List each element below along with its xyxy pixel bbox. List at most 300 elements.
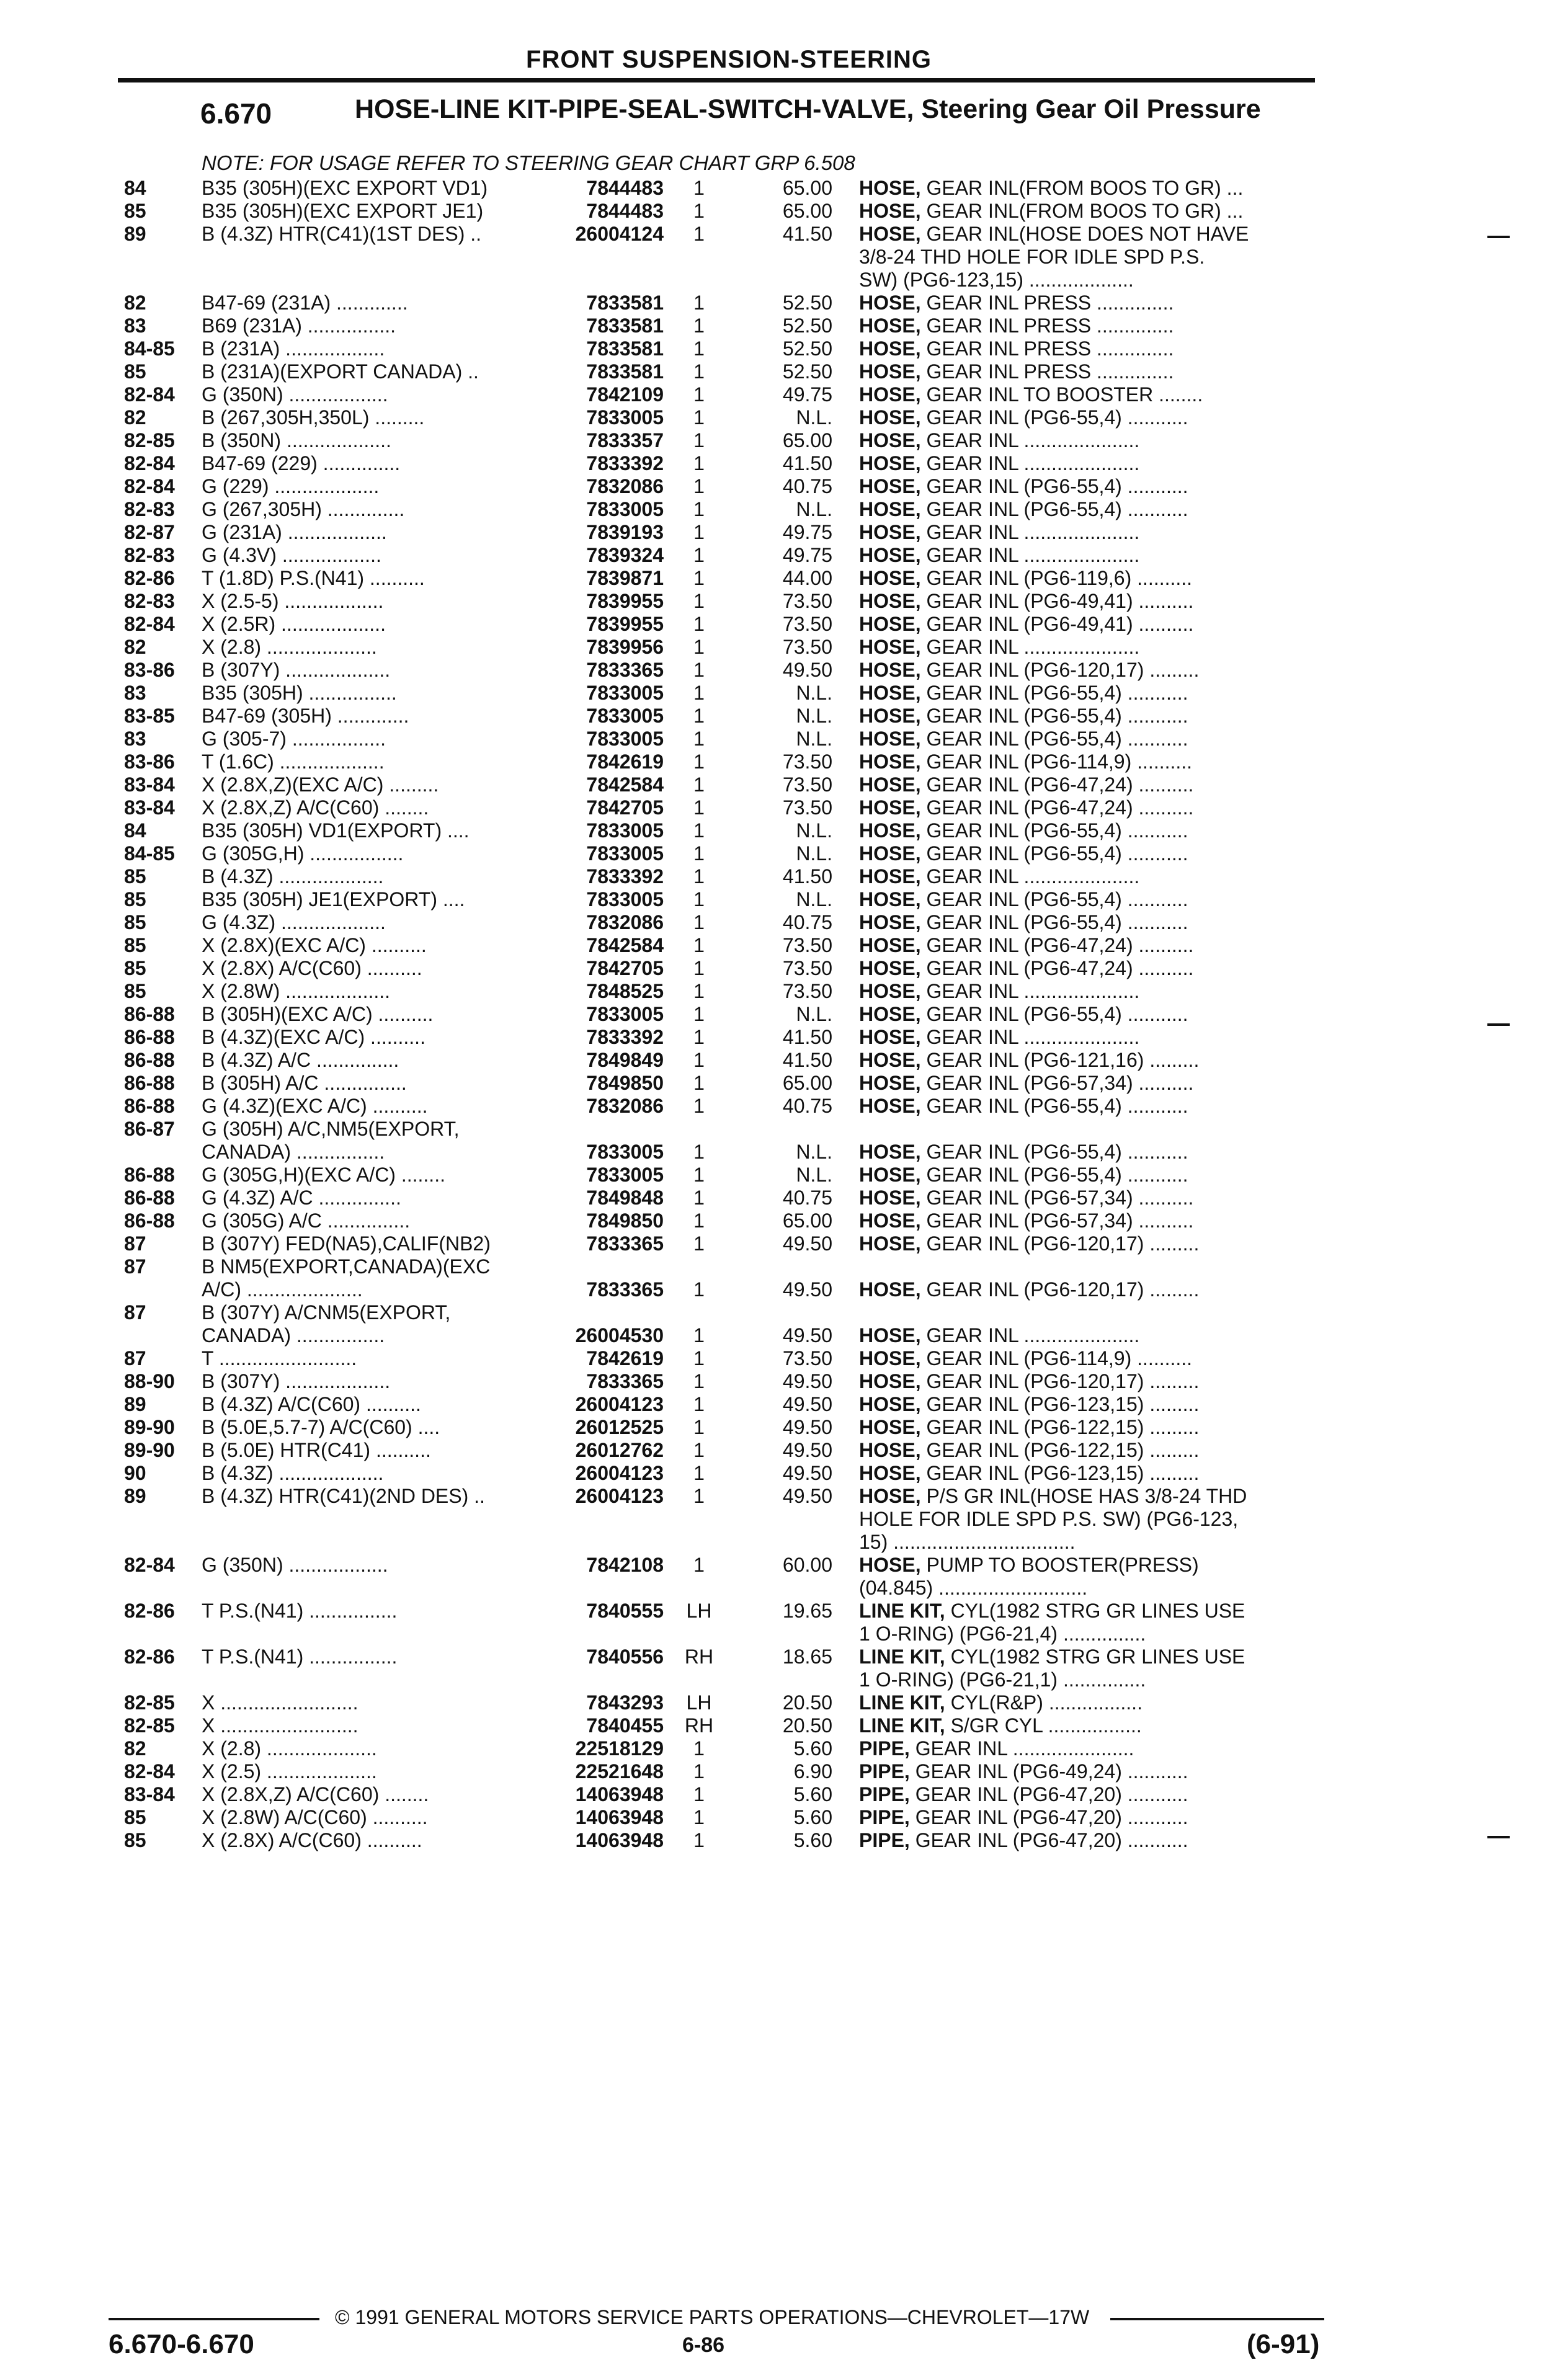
application-cell: B35 (305H)(EXC EXPORT VD1) [202, 177, 488, 199]
description-keyword: HOSE, [859, 773, 921, 796]
description-text: P/S GR INL(HOSE HAS 3/8-24 THD [920, 1485, 1247, 1507]
description-cell [859, 1393, 1315, 1416]
description-text: GEAR INL (PG6-49,24) ........... [909, 1760, 1188, 1783]
price-cell: 20.50 [782, 1691, 832, 1714]
year-cell: 82-83 [124, 544, 175, 566]
description-cell [859, 1187, 1315, 1209]
year-cell: 89-90 [124, 1439, 175, 1461]
quantity-cell: 1 [693, 1737, 705, 1760]
application-cell: B (4.3Z) HTR(C41)(1ST DES) .. [202, 223, 482, 245]
quantity-cell: 1 [693, 1416, 705, 1438]
year-cell: 82-84 [124, 475, 175, 497]
year-cell: 82-84 [124, 383, 175, 406]
year-cell: 82-84 [124, 1554, 175, 1576]
description-keyword: PIPE, [859, 1806, 910, 1828]
table-row [0, 246, 1568, 269]
application-cell: B47-69 (229) .............. [202, 452, 401, 474]
quantity-cell: 1 [693, 223, 705, 245]
description-cell [859, 957, 1315, 980]
description-keyword: HOSE, [859, 1485, 921, 1507]
part-number-cell: 7844483 [586, 200, 664, 222]
year-cell: 90 [124, 1462, 146, 1484]
description-cell [859, 659, 1315, 682]
description-text: GEAR INL (PG6-57,34) .......... [920, 1187, 1194, 1209]
table-row [0, 223, 1568, 246]
table-row [0, 1164, 1568, 1187]
table-row [0, 842, 1568, 865]
description-cell [859, 1347, 1315, 1370]
table-row [0, 682, 1568, 705]
price-cell: 52.50 [782, 337, 832, 360]
price-cell: 49.75 [782, 521, 832, 543]
part-number-cell: 7839956 [586, 636, 664, 658]
quantity-cell: RH [684, 1714, 714, 1737]
description-text: 1 O-RING) (PG6-21,1) ............... [859, 1668, 1146, 1691]
table-row [0, 406, 1568, 429]
description-cell [859, 888, 1315, 911]
part-number-cell: 7839871 [586, 567, 664, 589]
price-cell: 5.60 [793, 1737, 832, 1760]
quantity-cell: 1 [693, 613, 705, 635]
description-keyword: HOSE, [859, 1026, 921, 1048]
description-text: HOLE FOR IDLE SPD P.S. SW) (PG6-123, [859, 1508, 1239, 1530]
description-keyword: PIPE, [859, 1783, 910, 1806]
year-cell: 82-86 [124, 567, 175, 589]
description-keyword: HOSE, [859, 360, 921, 383]
part-number-cell: 7849849 [586, 1049, 664, 1071]
price-cell: 49.50 [782, 1462, 832, 1484]
description-cell [859, 842, 1315, 865]
quantity-cell: 1 [693, 773, 705, 796]
price-cell: 40.75 [782, 1095, 832, 1117]
year-cell: 82-83 [124, 498, 175, 520]
application-cell: X (2.5-5) .................. [202, 590, 384, 612]
application-cell: G (4.3Z) ................... [202, 911, 386, 933]
application-cell: G (267,305H) .............. [202, 498, 405, 520]
description-cell [859, 1324, 1315, 1347]
table-row [0, 177, 1568, 200]
description-cell [859, 1164, 1315, 1187]
description-text: GEAR INL (PG6-47,20) ........... [909, 1806, 1188, 1828]
year-cell: 86-88 [124, 1072, 175, 1094]
year-cell: 82-86 [124, 1645, 175, 1668]
description-keyword: PIPE, [859, 1760, 910, 1783]
application-cell: X (2.5R) ................... [202, 613, 386, 635]
description-cell [859, 269, 1315, 292]
table-row [0, 1026, 1568, 1049]
price-cell: N.L. [796, 1003, 832, 1025]
description-cell [859, 360, 1315, 383]
description-text: GEAR INL (PG6-47,24) .......... [920, 773, 1194, 796]
description-cell [859, 1508, 1315, 1531]
table-row [0, 728, 1568, 750]
application-cell: B (350N) ................... [202, 429, 391, 452]
year-cell: 83-84 [124, 1783, 175, 1806]
table-row [0, 659, 1568, 682]
table-row [0, 1554, 1568, 1577]
quantity-cell: 1 [693, 383, 705, 406]
page-header-title: FRONT SUSPENSION-STEERING [526, 46, 932, 73]
description-cell [859, 911, 1315, 934]
quantity-cell: 1 [693, 1806, 705, 1828]
price-cell: 41.50 [782, 865, 832, 888]
description-text: 15) ................................. [859, 1531, 1076, 1553]
description-keyword: HOSE, [859, 1164, 921, 1186]
price-cell: 5.60 [793, 1829, 832, 1851]
part-number-cell: 7833005 [586, 705, 664, 727]
quantity-cell: 1 [693, 1829, 705, 1851]
description-cell [859, 1141, 1315, 1164]
description-cell [859, 452, 1315, 475]
quantity-cell: 1 [693, 1393, 705, 1415]
description-keyword: HOSE, [859, 292, 921, 314]
description-keyword: HOSE, [859, 452, 921, 474]
year-cell: 83-86 [124, 659, 175, 681]
description-cell [859, 819, 1315, 842]
application-cell: G (4.3Z)(EXC A/C) .......... [202, 1095, 428, 1117]
description-text: GEAR INL (PG6-120,17) ......... [920, 659, 1200, 681]
quantity-cell: 1 [693, 1095, 705, 1117]
part-number-cell: 7832086 [586, 911, 664, 933]
application-cell: X (2.8X) A/C(C60) .......... [202, 1829, 422, 1851]
description-text: GEAR INL (PG6-123,15) ......... [920, 1393, 1200, 1415]
year-cell: 86-88 [124, 1049, 175, 1071]
description-keyword: HOSE, [859, 1141, 921, 1163]
table-row [0, 1737, 1568, 1760]
price-cell: 40.75 [782, 475, 832, 497]
quantity-cell: 1 [693, 200, 705, 222]
description-cell [859, 567, 1315, 590]
quantity-cell: 1 [693, 1003, 705, 1025]
application-cell: B69 (231A) ................ [202, 314, 396, 337]
part-number-cell: 7833357 [586, 429, 664, 452]
price-cell: 18.65 [782, 1645, 832, 1668]
part-number-cell: 14063948 [575, 1806, 664, 1828]
description-keyword: HOSE, [859, 314, 921, 337]
application-cell: B (4.3Z) ................... [202, 1462, 384, 1484]
margin-mark [1487, 236, 1510, 238]
table-row [0, 1324, 1568, 1347]
description-keyword: HOSE, [859, 1439, 921, 1461]
part-number-cell: 7842108 [586, 1554, 664, 1576]
description-text: GEAR INL PRESS .............. [920, 314, 1174, 337]
price-cell: 52.50 [782, 292, 832, 314]
quantity-cell: LH [686, 1600, 712, 1622]
description-keyword: HOSE, [859, 429, 921, 452]
table-row [0, 1577, 1568, 1600]
price-cell: 40.75 [782, 1187, 832, 1209]
description-text: GEAR INL PRESS .............. [920, 337, 1174, 360]
application-cell: B (4.3Z) HTR(C41)(2ND DES) .. [202, 1485, 485, 1507]
part-number-cell: 26004124 [575, 223, 664, 245]
description-text: GEAR INL (PG6-120,17) ......... [920, 1370, 1200, 1392]
description-cell [859, 406, 1315, 429]
description-cell [859, 1232, 1315, 1255]
description-keyword: HOSE, [859, 177, 921, 199]
quantity-cell: 1 [693, 1278, 705, 1301]
price-cell: N.L. [796, 1164, 832, 1186]
price-cell: 49.50 [782, 659, 832, 681]
description-cell [859, 613, 1315, 636]
quantity-cell: 1 [693, 659, 705, 681]
quantity-cell: RH [684, 1645, 714, 1668]
footer-copyright: © 1991 GENERAL MOTORS SERVICE PARTS OPERATIONS—CHEVROLET—17W [335, 2306, 1090, 2328]
description-cell [859, 200, 1315, 223]
description-keyword: HOSE, [859, 200, 921, 222]
quantity-cell: 1 [693, 1141, 705, 1163]
description-cell [859, 544, 1315, 567]
table-row [0, 705, 1568, 728]
description-text: SW) (PG6-123,15) ................... [859, 269, 1134, 291]
description-keyword: HOSE, [859, 682, 921, 704]
table-row [0, 1141, 1568, 1164]
part-number-cell: 26004123 [575, 1462, 664, 1484]
part-number-cell: 7843293 [586, 1691, 664, 1714]
header-rule [118, 78, 1315, 82]
part-number-cell: 7849850 [586, 1209, 664, 1232]
description-cell [859, 636, 1315, 659]
description-keyword: HOSE, [859, 980, 921, 1002]
description-text: GEAR INL (PG6-114,9) .......... [920, 750, 1193, 773]
description-keyword: HOSE, [859, 819, 921, 842]
quantity-cell: 1 [693, 911, 705, 933]
description-cell [859, 1026, 1315, 1049]
part-number-cell: 7833392 [586, 1026, 664, 1048]
price-cell: 73.50 [782, 613, 832, 635]
quantity-cell: 1 [693, 498, 705, 520]
description-text: GEAR INL (PG6-55,4) ........... [920, 406, 1188, 429]
description-text: GEAR INL ..................... [920, 1324, 1140, 1347]
table-row [0, 1714, 1568, 1737]
price-cell: 40.75 [782, 911, 832, 933]
description-keyword: LINE KIT, [859, 1691, 945, 1714]
description-cell [859, 1072, 1315, 1095]
application-cell: B35 (305H)(EXC EXPORT JE1) [202, 200, 484, 222]
table-row [0, 360, 1568, 383]
description-cell [859, 1737, 1315, 1760]
quantity-cell: 1 [693, 728, 705, 750]
description-cell [859, 1668, 1315, 1691]
part-number-cell: 7833392 [586, 865, 664, 888]
description-cell [859, 1554, 1315, 1577]
part-number-cell: 7833365 [586, 1370, 664, 1392]
description-cell [859, 1462, 1315, 1485]
description-text: CYL(1982 STRG GR LINES USE [945, 1645, 1245, 1668]
description-text: GEAR INL (PG6-114,9) .......... [920, 1347, 1193, 1369]
price-cell: 5.60 [793, 1783, 832, 1806]
year-cell: 83-84 [124, 773, 175, 796]
description-keyword: HOSE, [859, 475, 921, 497]
part-number-cell: 7833581 [586, 314, 664, 337]
description-text: GEAR INL (PG6-55,4) ........... [920, 911, 1188, 933]
year-cell: 82 [124, 1737, 146, 1760]
year-cell: 87 [124, 1255, 146, 1278]
price-cell: 73.50 [782, 750, 832, 773]
quantity-cell: 1 [693, 1485, 705, 1507]
year-cell: 84-85 [124, 337, 175, 360]
year-cell: 85 [124, 957, 146, 979]
part-number-cell: 7833581 [586, 292, 664, 314]
year-cell: 85 [124, 934, 146, 956]
description-cell [859, 682, 1315, 705]
table-row [0, 1623, 1568, 1645]
description-text: PUMP TO BOOSTER(PRESS) [920, 1554, 1199, 1576]
description-text: CYL(R&P) ................. [945, 1691, 1143, 1714]
description-text: GEAR INL (PG6-55,4) ........... [920, 1095, 1188, 1117]
description-cell [859, 796, 1315, 819]
description-cell [859, 865, 1315, 888]
quantity-cell: 1 [693, 521, 705, 543]
table-row [0, 819, 1568, 842]
footer-rule-left [109, 2318, 319, 2320]
year-cell: 83 [124, 682, 146, 704]
price-cell: N.L. [796, 728, 832, 750]
quantity-cell: 1 [693, 1347, 705, 1369]
description-text: GEAR INL (PG6-47,24) .......... [920, 796, 1194, 819]
application-cell: G (305-7) ................. [202, 728, 386, 750]
table-row [0, 1301, 1568, 1324]
description-keyword: HOSE, [859, 613, 921, 635]
table-row [0, 1003, 1568, 1026]
description-cell [859, 314, 1315, 337]
part-number-cell: 7842619 [586, 750, 664, 773]
year-cell: 86-88 [124, 1209, 175, 1232]
price-cell: 49.50 [782, 1439, 832, 1461]
part-number-cell: 7839193 [586, 521, 664, 543]
year-cell: 86-88 [124, 1095, 175, 1117]
table-row [0, 1278, 1568, 1301]
application-cell: B (305H)(EXC A/C) .......... [202, 1003, 434, 1025]
description-keyword: HOSE, [859, 383, 921, 406]
description-cell [859, 1600, 1315, 1623]
price-cell: N.L. [796, 1141, 832, 1163]
description-text: GEAR INL (PG6-55,4) ........... [920, 842, 1188, 865]
price-cell: 41.50 [782, 1049, 832, 1071]
description-text: 1 O-RING) (PG6-21,4) ............... [859, 1623, 1146, 1645]
parts-table [0, 177, 1568, 1852]
quantity-cell: 1 [693, 1783, 705, 1806]
application-cell: B35 (305H) VD1(EXPORT) .... [202, 819, 470, 842]
application-cell: X (2.8X)(EXC A/C) .......... [202, 934, 427, 956]
application-cell: B47-69 (231A) ............. [202, 292, 408, 314]
year-cell: 83 [124, 314, 146, 337]
year-cell: 82-86 [124, 1600, 175, 1622]
footer-date: (6-91) [1247, 2329, 1320, 2359]
margin-mark [1487, 1023, 1510, 1026]
description-cell [859, 1209, 1315, 1232]
quantity-cell: 1 [693, 337, 705, 360]
application-cell: B (4.3Z) A/C(C60) .......... [202, 1393, 421, 1415]
price-cell: 73.50 [782, 796, 832, 819]
year-cell: 82 [124, 406, 146, 429]
description-cell [859, 337, 1315, 360]
table-row [0, 1232, 1568, 1255]
application-cell: B (5.0E) HTR(C41) .......... [202, 1439, 431, 1461]
part-number-cell: 7842619 [586, 1347, 664, 1369]
price-cell: 49.50 [782, 1416, 832, 1438]
part-number-cell: 26004530 [575, 1324, 664, 1347]
part-number-cell: 7833365 [586, 659, 664, 681]
application-cell: B (231A) .................. [202, 337, 385, 360]
description-text: GEAR INL ..................... [920, 544, 1140, 566]
application-cell: X (2.8W) ................... [202, 980, 391, 1002]
table-row [0, 200, 1568, 223]
part-number-cell: 14063948 [575, 1829, 664, 1851]
price-cell: 49.50 [782, 1485, 832, 1507]
description-keyword: HOSE, [859, 934, 921, 956]
quantity-cell: 1 [693, 1324, 705, 1347]
quantity-cell: 1 [693, 177, 705, 199]
description-cell [859, 1003, 1315, 1026]
year-cell: 86-87 [124, 1118, 175, 1140]
year-cell: 82-84 [124, 613, 175, 635]
description-keyword: HOSE, [859, 1462, 921, 1484]
year-cell: 82-83 [124, 590, 175, 612]
description-keyword: HOSE, [859, 498, 921, 520]
description-cell [859, 1645, 1315, 1668]
description-cell [859, 934, 1315, 957]
description-cell [859, 1278, 1315, 1301]
application-cell: B (4.3Z) ................... [202, 865, 384, 888]
year-cell: 85 [124, 888, 146, 911]
application-cell: G (350N) .................. [202, 1554, 388, 1576]
year-cell: 82-84 [124, 452, 175, 474]
quantity-cell: 1 [693, 1462, 705, 1484]
description-keyword: HOSE, [859, 888, 921, 911]
margin-mark [1487, 1836, 1510, 1838]
description-cell [859, 521, 1315, 544]
price-cell: 49.75 [782, 383, 832, 406]
footer-page-number: 6-86 [682, 2333, 725, 2357]
year-cell: 83 [124, 728, 146, 750]
price-cell: N.L. [796, 406, 832, 429]
description-keyword: HOSE, [859, 728, 921, 750]
description-text: GEAR INL (PG6-49,41) .......... [920, 613, 1194, 635]
part-number-cell: 7833005 [586, 888, 664, 911]
part-number-cell: 7833392 [586, 452, 664, 474]
part-number-cell: 26012525 [575, 1416, 664, 1438]
table-row [0, 498, 1568, 521]
part-number-cell: 7840555 [586, 1600, 664, 1622]
description-keyword: HOSE, [859, 1049, 921, 1071]
table-row [0, 957, 1568, 980]
price-cell: 6.90 [793, 1760, 832, 1783]
description-text: GEAR INL (PG6-55,4) ........... [920, 1003, 1188, 1025]
year-cell: 88-90 [124, 1370, 175, 1392]
description-keyword: HOSE, [859, 750, 921, 773]
part-number-cell: 7832086 [586, 475, 664, 497]
quantity-cell: 1 [693, 957, 705, 979]
description-cell [859, 1829, 1315, 1852]
description-text: GEAR INL (PG6-55,4) ........... [920, 1141, 1188, 1163]
quantity-cell: 1 [693, 1232, 705, 1255]
year-cell: 89 [124, 1393, 146, 1415]
table-row [0, 1209, 1568, 1232]
price-cell: 49.50 [782, 1324, 832, 1347]
table-row [0, 1072, 1568, 1095]
description-keyword: HOSE, [859, 636, 921, 658]
description-cell [859, 750, 1315, 773]
price-cell: 73.50 [782, 1347, 832, 1369]
quantity-cell: 1 [693, 1049, 705, 1071]
description-text: GEAR INL (PG6-122,15) ......... [920, 1416, 1200, 1438]
part-number-cell: 26004123 [575, 1393, 664, 1415]
quantity-cell: 1 [693, 796, 705, 819]
part-number-cell: 26012762 [575, 1439, 664, 1461]
description-keyword: HOSE, [859, 842, 921, 865]
application-cell: B (4.3Z)(EXC A/C) .......... [202, 1026, 425, 1048]
part-number-cell: 7833005 [586, 406, 664, 429]
